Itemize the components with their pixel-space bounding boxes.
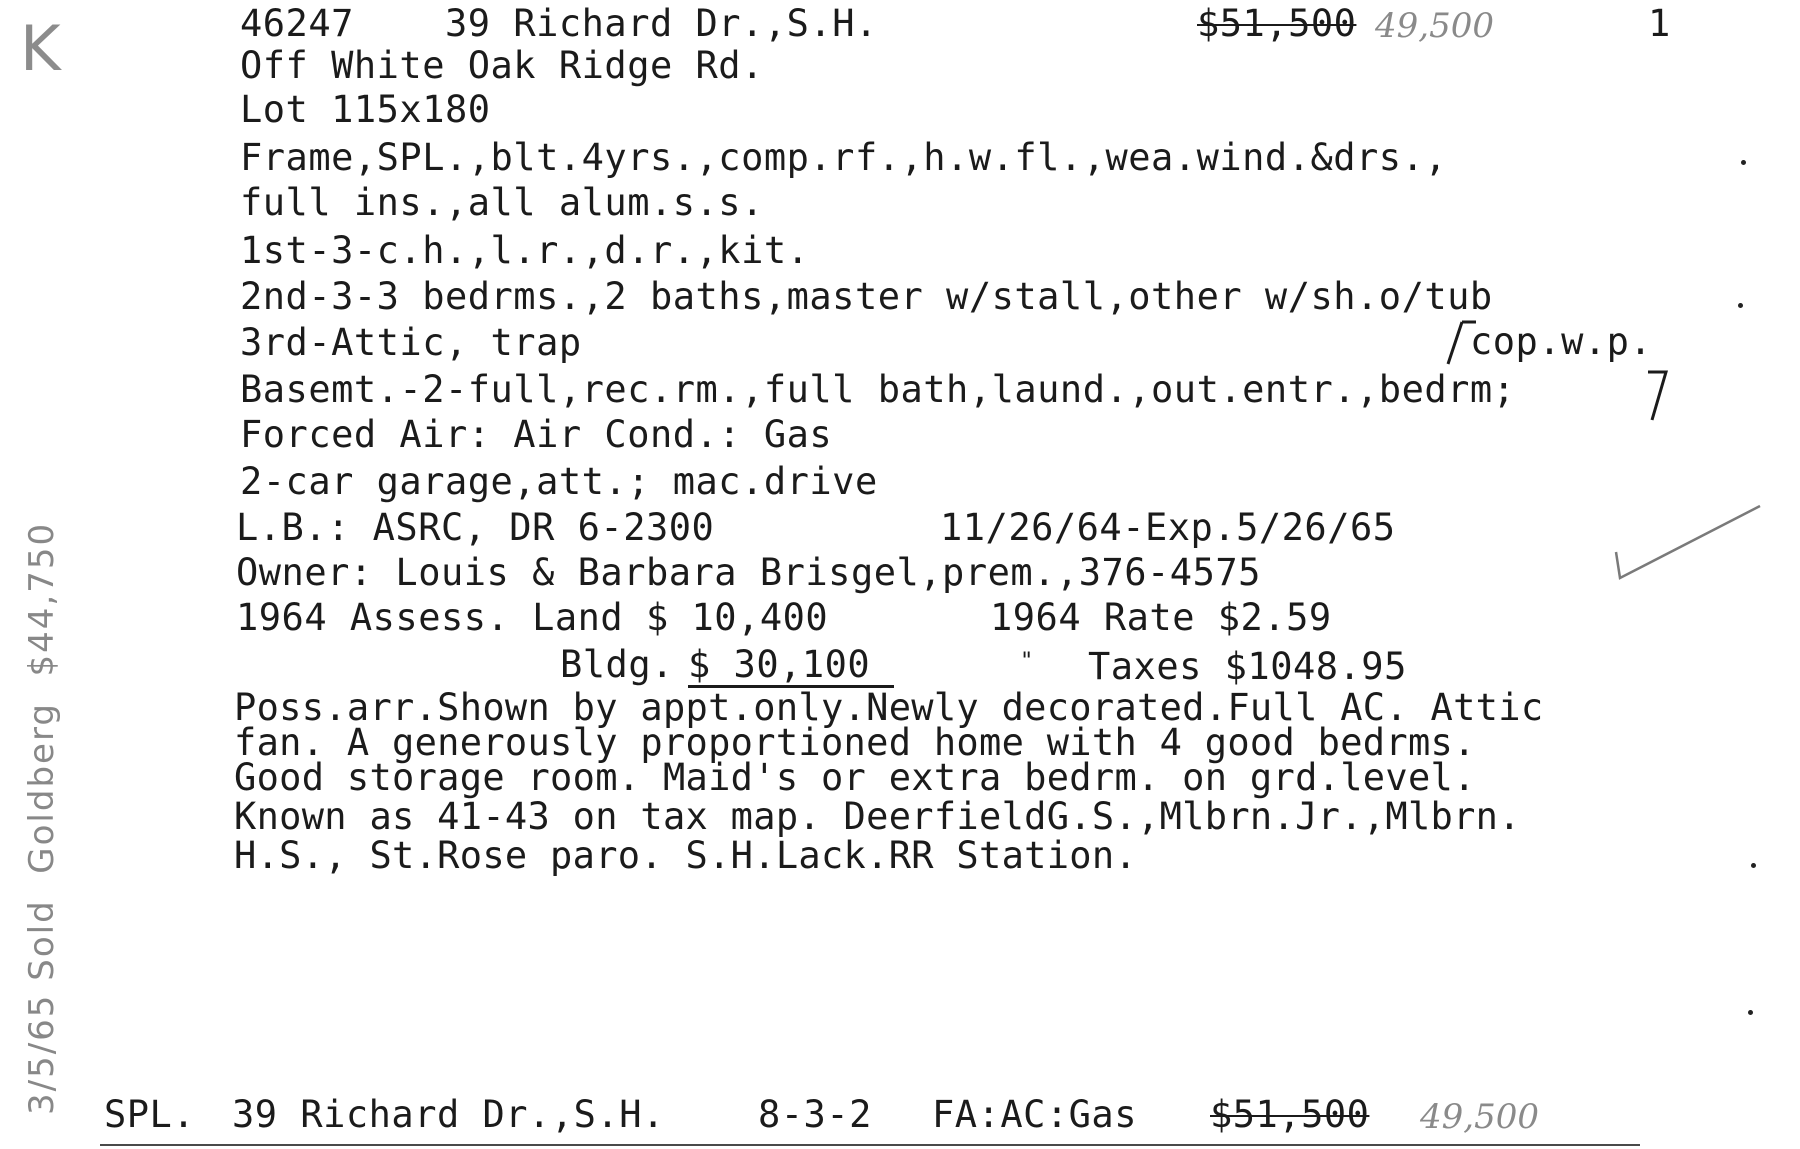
- remarks-line: Known as 41-43 on tax map. DeerfieldG.S.,Mlbrn.Jr.,Mlbrn.: [234, 795, 1521, 838]
- owner-line: Owner: Louis & Barbara Brisgel,prem.,376-4575: [236, 551, 1261, 594]
- listing-dates: 11/26/64-Exp.5/26/65: [940, 506, 1396, 549]
- margin-dot: [1751, 863, 1756, 868]
- description-line: Lot 115x180: [240, 88, 491, 131]
- description-line: Off White Oak Ridge Rd.: [240, 44, 764, 87]
- footer-address: 39 Richard Dr.,S.H.: [232, 1093, 665, 1136]
- margin-dot: [1741, 160, 1746, 165]
- ditto-mark: ": [1020, 649, 1034, 674]
- sold-note: 3/5/65 Sold Goldberg $44,750: [22, 521, 62, 1115]
- check-mark-icon: [1600, 496, 1770, 586]
- margin-dot: [1748, 1010, 1753, 1015]
- description-line: Frame,SPL.,blt.4yrs.,comp.rf.,h.w.fl.,wea.wind.&drs.,: [240, 136, 1448, 179]
- address: 39 Richard Dr.,S.H.: [445, 2, 878, 45]
- description-line: 2-car garage,att.; mac.drive: [240, 460, 878, 503]
- remarks-line: H.S., St.Rose paro. S.H.Lack.RR Station.: [234, 834, 1138, 877]
- price: $51,500: [1197, 2, 1357, 45]
- index-letter: K: [20, 12, 61, 85]
- tax-rate: 1964 Rate $2.59: [990, 596, 1332, 639]
- footer-price: $51,500: [1210, 1093, 1370, 1136]
- description-line: full ins.,all alum.s.s.: [240, 181, 764, 224]
- description-line: Basemt.-2-full,rec.rm.,full bath,laund.,out.entr.,bedrm;: [240, 368, 1516, 411]
- assessment-land: 1964 Assess. Land $ 10,400: [236, 596, 829, 639]
- remarks-line: Good storage room. Maid's or extra bedrm. on grd.level.: [234, 756, 1476, 799]
- building-label: Bldg.: [560, 643, 674, 686]
- insert-note: cop.w.p.: [1470, 320, 1653, 363]
- card-number: 1: [1648, 2, 1671, 45]
- margin-dot: [1738, 303, 1743, 308]
- footer-price-revised: 49,500: [1420, 1097, 1539, 1137]
- footer-rule: [100, 1144, 1640, 1146]
- footer-style: SPL.: [104, 1093, 196, 1136]
- footer-rooms: 8-3-2: [758, 1093, 872, 1136]
- listing-broker: L.B.: ASRC, DR 6-2300: [236, 506, 715, 549]
- description-line: 2nd-3-3 bedrms.,2 baths,master w/stall,other w/sh.o/tub: [240, 275, 1493, 318]
- price-revised: 49,500: [1375, 6, 1494, 46]
- taxes: Taxes $1048.95: [1088, 645, 1407, 688]
- description-line: Forced Air: Air Cond.: Gas: [240, 413, 833, 456]
- remarks-line: fan. A generously proportioned home with 4 good bedrms.: [234, 721, 1476, 764]
- description-line: 3rd-Attic, trap: [240, 321, 582, 364]
- remarks-line: Poss.arr.Shown by appt.only.Newly decorated.Full AC. Attic: [234, 686, 1544, 729]
- footer-heat: FA:AC:Gas: [932, 1093, 1137, 1136]
- building-value: $ 30,100: [688, 645, 894, 688]
- listing-number: 46247: [240, 2, 354, 45]
- description-line: 1st-3-c.h.,l.r.,d.r.,kit.: [240, 229, 810, 272]
